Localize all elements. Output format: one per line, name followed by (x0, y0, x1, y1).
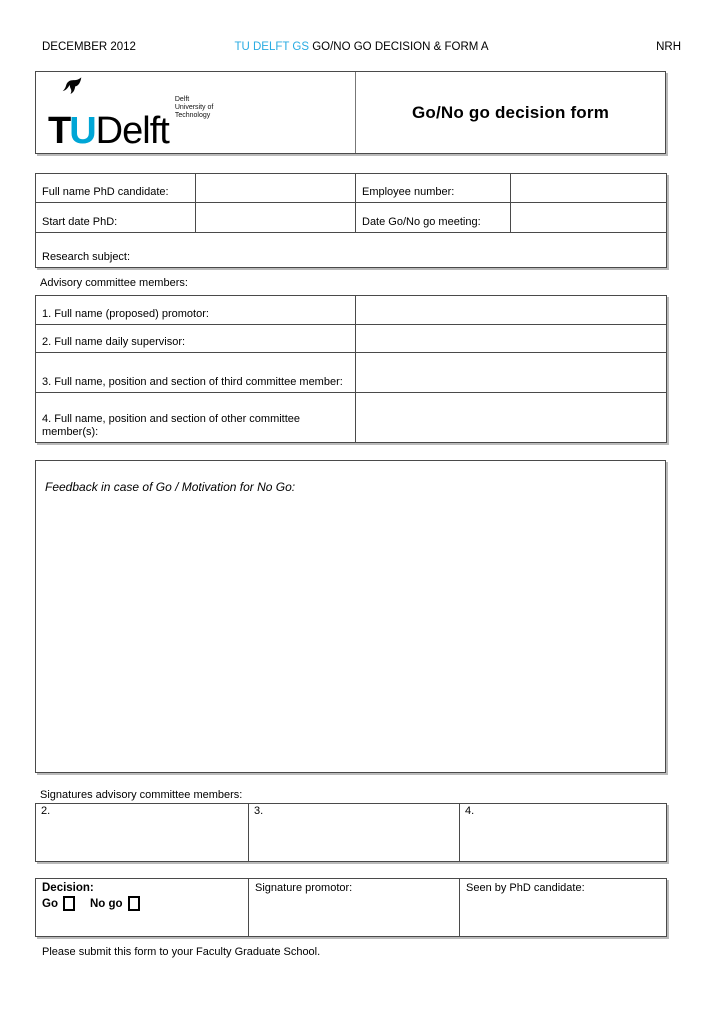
logo-word-delft: Delft (95, 110, 169, 152)
meeting-date-label: Date Go/No go meeting: (356, 203, 511, 233)
header-title-rest: GO/NO GO DECISION & FORM A (312, 41, 489, 53)
phd-candidate-label: Full name PhD candidate: (36, 174, 196, 203)
table-row (36, 203, 667, 233)
header-title (234, 41, 488, 53)
no-go-label: No go (89, 898, 123, 910)
table-row (36, 393, 667, 443)
signature-cell-2[interactable]: 2. (36, 804, 249, 862)
meeting-date-input[interactable] (511, 203, 667, 233)
table-row (36, 879, 667, 937)
logo-subtext (175, 96, 214, 120)
advisory-heading: Advisory committee members: (40, 277, 188, 289)
decision-options (42, 896, 244, 911)
third-member-input[interactable] (356, 353, 667, 393)
feedback-label: Feedback in case of Go / Motivation for No Go: (45, 480, 296, 494)
decision-cell (36, 879, 249, 937)
header-code: NRH (656, 41, 681, 53)
go-checkbox[interactable] (63, 896, 75, 911)
employee-number-input[interactable] (511, 174, 667, 203)
logo-letter-u: U (69, 110, 96, 152)
table-row (36, 296, 667, 325)
table-row (36, 174, 667, 203)
signatures-heading: Signatures advisory committee members: (40, 789, 243, 801)
tu-delft-logo (48, 76, 213, 153)
flame-icon (57, 77, 82, 100)
header-date: DECEMBER 2012 (42, 41, 136, 53)
promotor-input[interactable] (356, 296, 667, 325)
third-member-label: 3. Full name, position and section of third committee member: (36, 353, 356, 393)
employee-number-label: Employee number: (356, 174, 511, 203)
advisory-committee-table (35, 295, 667, 443)
form-title-cell (356, 72, 665, 153)
phd-candidate-input[interactable] (196, 174, 356, 203)
seen-by-candidate-cell[interactable]: Seen by PhD candidate: (460, 879, 667, 937)
form-title: Go/No go decision form (411, 102, 610, 122)
signature-cell-3[interactable]: 3. (249, 804, 460, 862)
table-row (36, 353, 667, 393)
promotor-label: 1. Full name (proposed) promotor: (36, 296, 356, 325)
go-label: Go (42, 898, 58, 910)
footer-note: Please submit this form to your Faculty Graduate School. (42, 946, 321, 958)
table-row (36, 804, 667, 862)
signature-cell-4[interactable]: 4. (460, 804, 667, 862)
start-date-label: Start date PhD: (36, 203, 196, 233)
research-subject-cell[interactable]: Research subject: (36, 233, 667, 268)
signature-promotor-cell[interactable]: Signature promotor: (249, 879, 460, 937)
logo-letter-t: T (48, 110, 70, 152)
candidate-info-table (35, 173, 667, 268)
logo-subtext-line: Technology (174, 112, 211, 119)
start-date-input[interactable] (196, 203, 356, 233)
decision-heading: Decision: (42, 882, 94, 894)
logo-subtext-line: University of (174, 104, 214, 111)
table-row (36, 325, 667, 353)
logo-cell (36, 72, 356, 153)
feedback-box[interactable] (35, 460, 666, 773)
daily-supervisor-label: 2. Full name daily supervisor: (36, 325, 356, 353)
table-row (36, 233, 667, 268)
other-members-label: 4. Full name, position and section of other committee member(s): (36, 393, 356, 443)
logo-title-box (35, 71, 666, 154)
decision-table (35, 878, 667, 937)
daily-supervisor-input[interactable] (356, 325, 667, 353)
other-members-input[interactable] (356, 393, 667, 443)
logo-subtext-line: Delft (174, 96, 190, 103)
no-go-checkbox[interactable] (128, 896, 140, 911)
header-title-accent: TU DELFT GS (234, 41, 309, 53)
signatures-table (35, 803, 667, 862)
